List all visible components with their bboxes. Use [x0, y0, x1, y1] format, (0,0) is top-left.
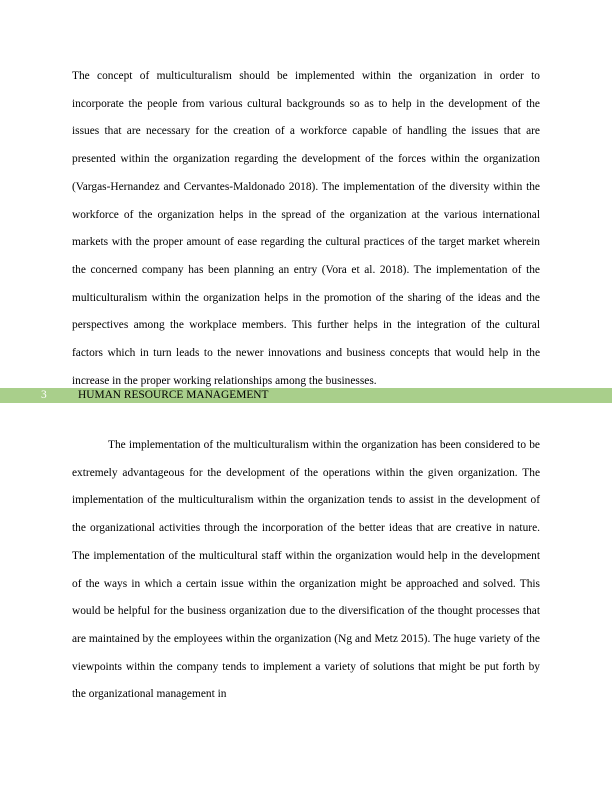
- page-number: 3: [41, 389, 47, 401]
- body-paragraph-2: The implementation of the multiculturalism within the organization has been considered to be extremely advantageous for the development of the operations within the given organization. The implementation of the multiculturalism within the organization tends to assist in the development of the organizational activities through the incorporation of the better ideas that are creative in nature. The implementation of the multicultural staff within the organization would help in the development of the ways in which a certain issue within the organization might be approached and solved. This would be helpful for the business organization due to the diversification of the thought processes that are maintained by the employees within the organization (Ng and Metz 2015). The huge variety of the viewpoints within the company tends to implement a variety of solutions that might be put forth by the organizational management in: [72, 439, 540, 701]
- body-paragraph-1: The concept of multiculturalism should be implemented within the organization in order to incorporate the people from various cultural backgrounds so as to help in the development of the issues that are necessary for the creation of a workforce capable of handling the issues that are presented within the organization regarding the development of the forces within the organization (Vargas-Hernandez and Cervantes-Maldonado 2018). The implementation of the diversity within the workforce of the organization helps in the spread of the organization at the various international markets with the proper amount of ease regarding the cultural practices of the target market wherein the concerned company has been planning an entry (Vora et al. 2018). The implementation of the multiculturalism within the organization helps in the promotion of the sharing of the ideas and the perspectives among the workplace members. This further helps in the integration of the cultural factors which in turn leads to the newer innovations and business concepts that would help in the increase in the proper working relationships among the businesses.: [72, 70, 540, 387]
- running-head: HUMAN RESOURCE MANAGEMENT: [78, 389, 269, 401]
